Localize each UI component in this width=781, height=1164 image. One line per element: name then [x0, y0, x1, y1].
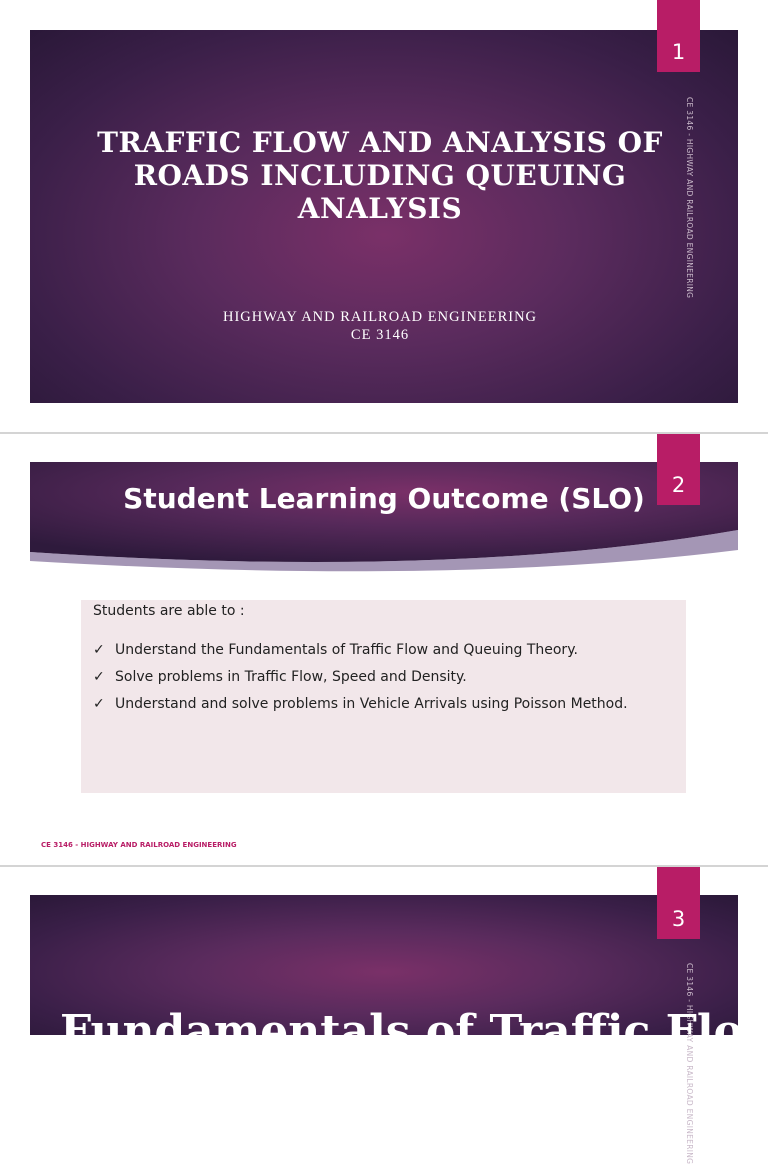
slide-title: TRAFFIC FLOW AND ANALYSIS OF ROADS INCLUDING QUEUING ANALYSIS	[97, 126, 663, 225]
list-item	[93, 691, 674, 718]
slide-subtitle	[80, 308, 680, 344]
side-course-label: CE 3146 - HIGHWAY AND RAILROAD ENGINEERING	[685, 963, 694, 1164]
outcomes-list	[93, 637, 674, 718]
slide-number: 1	[671, 40, 686, 64]
checkmark-icon: ✓	[93, 696, 105, 712]
slide-number-tab	[657, 434, 700, 505]
outcome-text: Understand the Fundamentals of Traffic Flow and Queuing Theory.	[115, 642, 578, 658]
list-item	[93, 637, 674, 664]
checkmark-icon: ✓	[93, 642, 105, 658]
subtitle-course-name: HIGHWAY AND RAILROAD ENGINEERING	[222, 309, 538, 325]
slide-number: 3	[671, 907, 686, 931]
title-banner	[30, 462, 738, 580]
side-course-label: CE 3146 - HIGHWAY AND RAILROAD ENGINEERING	[685, 97, 694, 299]
slide-title: Fundamentals of Traffic Flow	[60, 1006, 781, 1057]
list-item	[93, 664, 674, 691]
outcomes-intro: Students are able to :	[93, 603, 245, 619]
slide-3	[0, 867, 781, 1164]
outcome-text: Solve problems in Traffic Flow, Speed and Density.	[115, 669, 467, 685]
slide-footer: CE 3146 - HIGHWAY AND RAILROAD ENGINEERING	[41, 841, 237, 849]
slide-1	[0, 0, 768, 432]
slide-title: Student Learning Outcome (SLO)	[123, 482, 645, 515]
checkmark-icon: ✓	[93, 669, 105, 685]
slide-number: 2	[671, 473, 686, 497]
slide-number-tab	[657, 867, 700, 939]
slide-2	[0, 434, 768, 865]
outcome-text: Understand and solve problems in Vehicle Arrivals using Poisson Method.	[115, 696, 628, 712]
outcomes-box	[81, 600, 686, 793]
slide-number-tab	[657, 0, 700, 72]
subtitle-course-code: CE 3146	[350, 327, 410, 343]
